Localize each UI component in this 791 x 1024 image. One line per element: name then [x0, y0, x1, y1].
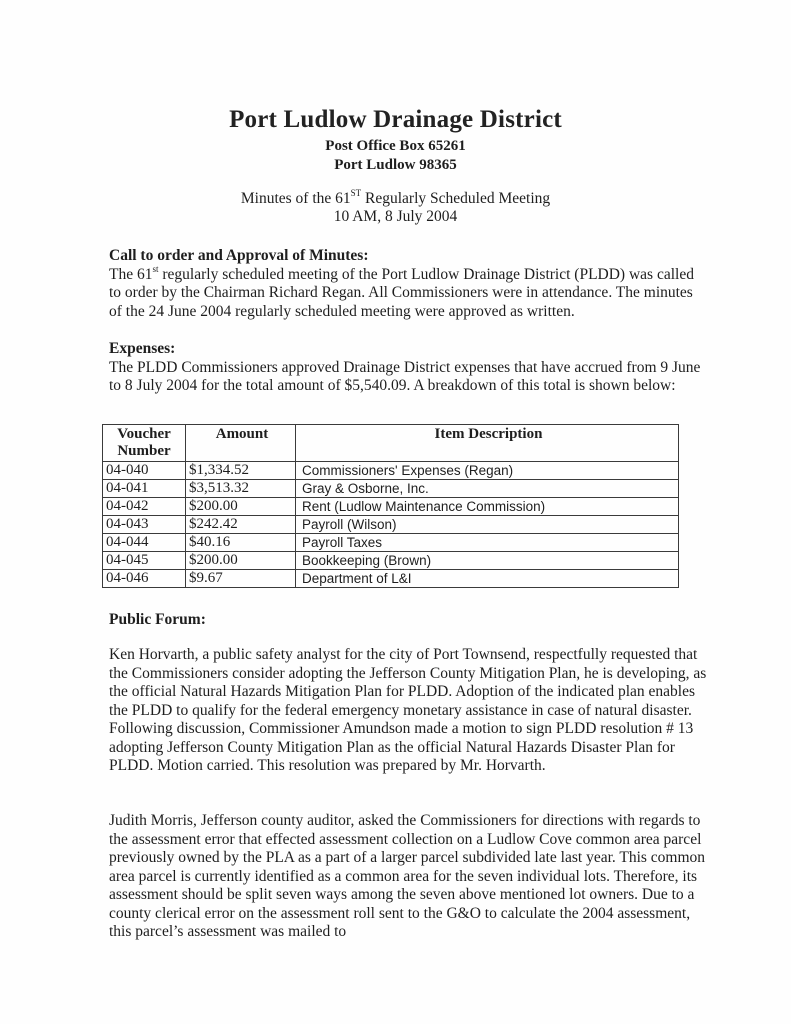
column-header-amount: Amount: [186, 425, 296, 462]
table-row: [103, 516, 679, 534]
amount-cell: $1,334.52: [186, 462, 296, 480]
public-forum-paragraph: Ken Horvarth, a public safety analyst for the city of Port Townsend, respectfully requested that the Commissioners consider adopting the Jefferson County Mitigation Plan, he is developing, as the official Natural Hazards Mitigation Plan for PLDD. Adoption of the indicated plan enables the PLDD to qualify for the federal emergency monetary assistance in case of natural disaster. Following discussion, Commissioner Amundson made a motion to sign PLDD resolution # 13 adopting Jefferson County Mitigation Plan as the official Natural Hazards Disaster Plan for PLDD. Motion carried. This resolution was prepared by Mr. Horvarth.: [109, 646, 707, 774]
voucher-number-cell: 04-044: [103, 534, 186, 552]
amount-cell: $3,513.32: [186, 480, 296, 498]
voucher-number-cell: 04-041: [103, 480, 186, 498]
minutes-suffix: Regularly Scheduled Meeting: [361, 190, 551, 207]
minutes-prefix: Minutes of the 61: [240, 190, 351, 207]
call-to-order-body: regularly scheduled meeting of the Port Ludlow Drainage District (PLDD) was called to order by the Chairman Richard Regan. All Commissioners were in attendance. The minutes of the 24 June 2004 regularly scheduled meeting were approved as written.: [109, 265, 694, 320]
item-description-cell: Payroll Taxes: [296, 534, 679, 552]
call-to-order-section: [109, 247, 709, 321]
voucher-number-cell: 04-042: [103, 498, 186, 516]
item-description-cell: Bookkeeping (Brown): [296, 552, 679, 570]
column-header-voucher-number: Voucher Number: [103, 425, 186, 462]
document-title: Port Ludlow Drainage District: [229, 106, 562, 133]
expenses-heading: Expenses:: [109, 340, 176, 357]
table-header-row: [103, 425, 679, 462]
expenses-text: The PLDD Commissioners approved Drainage District expenses that have accrued from 9 June to 8 July 2004 for the total amount of $5,540.09. A breakdown of this total is shown below:: [109, 358, 701, 394]
amount-cell: $9.67: [186, 570, 296, 588]
voucher-number-cell: 04-040: [103, 462, 186, 480]
public-forum-paragraph: Judith Morris, Jefferson county auditor, asked the Commissioners for directions with regards to the assessment error that effected assessment collection on a Ludlow Cove common area parcel previously owned by the PLA as a part of a larger parcel subdivided late last year. This common area parcel is currently identified as a common area for the seven individual lots. Therefore, its assessment should be split seven ways among the seven above mentioned lot owners. Due to a county clerical error on the assessment roll sent to the G&O to calculate the 2004 assessment, this parcel’s assessment was mailed to: [109, 812, 706, 940]
table-row: [103, 480, 679, 498]
table-row: [103, 498, 679, 516]
meeting-time: 10 AM, 8 July 2004: [333, 208, 458, 225]
minutes-ordinal-suffix: ST: [350, 188, 362, 198]
amount-cell: $200.00: [186, 498, 296, 516]
voucher-number-cell: 04-045: [103, 552, 186, 570]
item-description-cell: Rent (Ludlow Maintenance Commission): [296, 498, 679, 516]
address-city-zip: Port Ludlow 98365: [334, 157, 457, 173]
table-row: [103, 534, 679, 552]
table-row: [103, 570, 679, 588]
item-description-cell: Department of L&I: [296, 570, 679, 588]
voucher-number-cell: 04-043: [103, 516, 186, 534]
amount-cell: $40.16: [186, 534, 296, 552]
call-to-order-heading: Call to order and Approval of Minutes:: [109, 247, 369, 264]
column-header-item-description: Item Description: [296, 425, 679, 462]
amount-cell: $200.00: [186, 552, 296, 570]
table-row: [103, 552, 679, 570]
item-description-cell: Commissioners' Expenses (Regan): [296, 462, 679, 480]
table-row: [103, 462, 679, 480]
voucher-number-cell: 04-046: [103, 570, 186, 588]
item-description-cell: Payroll (Wilson): [296, 516, 679, 534]
call-to-order-prefix: The 61: [109, 265, 153, 283]
expenses-section: [109, 340, 709, 396]
item-description-cell: Gray & Osborne, Inc.: [296, 480, 679, 498]
public-forum-heading: Public Forum:: [109, 611, 206, 628]
call-to-order-ordinal-suffix: st: [152, 263, 159, 274]
amount-cell: $242.42: [186, 516, 296, 534]
address-po-box: Post Office Box 65261: [325, 138, 466, 154]
minutes-subtitle: [0, 190, 791, 208]
call-to-order-text: [109, 263, 709, 322]
expenses-table: [102, 424, 679, 588]
